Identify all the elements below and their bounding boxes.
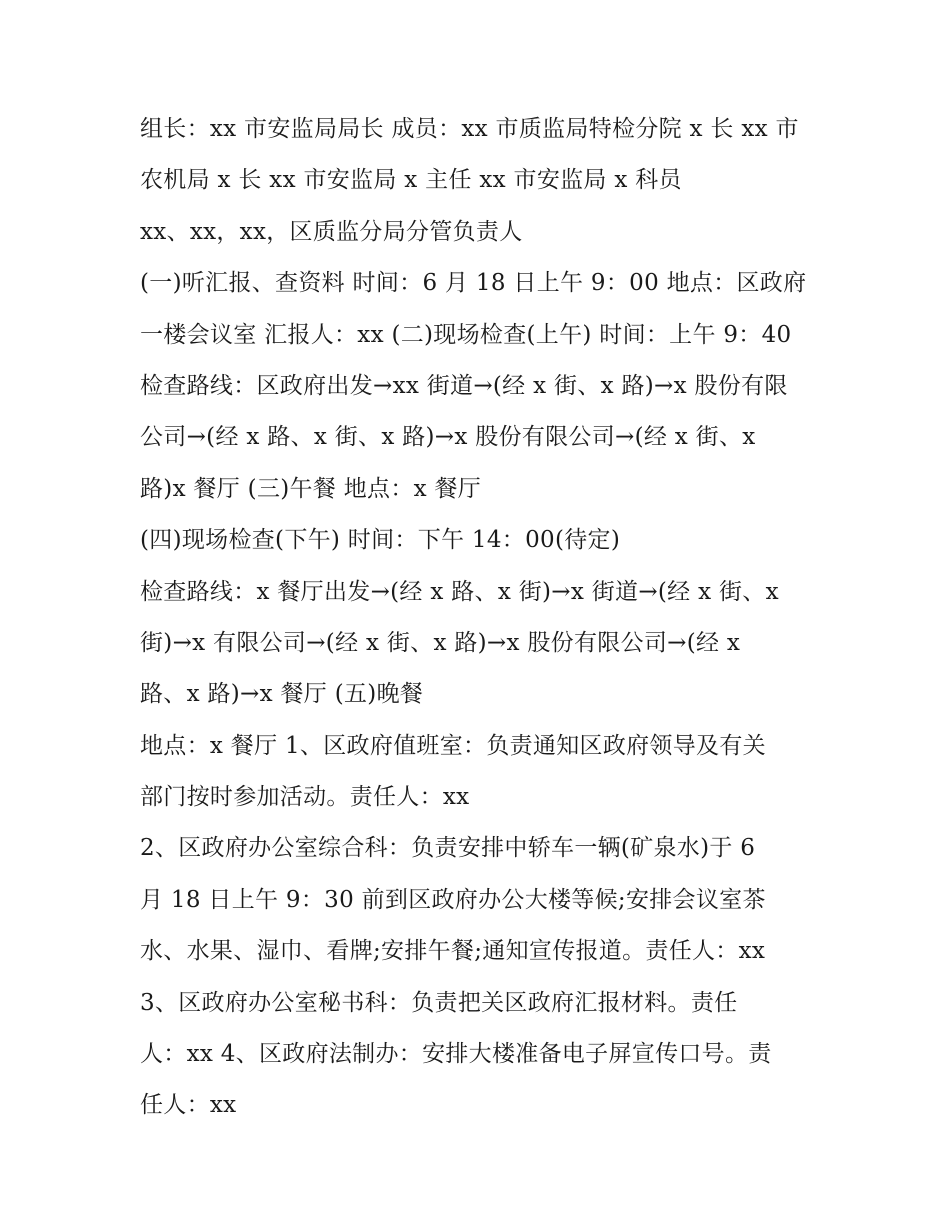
- text-line: 路、x 路)→x 餐厅 (五)晚餐: [140, 681, 424, 708]
- text-line: (四)现场检查(下午) 时间：下午 14：00(待定): [140, 527, 621, 554]
- text-line: 3、区政府办公室秘书科：负责把关区政府汇报材料。责任: [140, 989, 738, 1016]
- text-line: 路)x 餐厅 (三)午餐 地点：x 餐厅: [140, 475, 482, 502]
- text-line: 街)→x 有限公司→(经 x 街、x 路)→x 股份有限公司→(经 x: [140, 629, 741, 656]
- text-line: 组长：xx 市安监局局长 成员：xx 市质监局特检分院 x 长 xx 市: [140, 116, 799, 142]
- text-line: 检查路线：区政府出发→xx 街道→(经 x 街、x 路)→x 股份有限: [140, 372, 788, 399]
- text-line: (一)听汇报、查资料 时间：6 月 18 日上午 9：00 地点：区政府: [140, 270, 807, 297]
- text-line: 部门按时参加活动。责任人：xx: [140, 784, 470, 811]
- text-line: 公司→(经 x 路、x 街、x 路)→x 股份有限公司→(经 x 街、x: [140, 424, 756, 451]
- text-line: 人：xx 4、区政府法制办：安排大楼准备电子屏宣传口号。责: [140, 1041, 772, 1068]
- document-body: [140, 104, 820, 1132]
- text-line: 2、区政府办公室综合科：负责安排中轿车一辆(矿泉水)于 6: [140, 835, 756, 862]
- text-line: 任人：xx: [140, 1092, 237, 1119]
- text-line: 月 18 日上午 9：30 前到区政府办公大楼等候;安排会议室茶: [140, 886, 766, 913]
- text-line: xx、xx，xx，区质监分局分管负责人: [140, 218, 523, 245]
- text-line: 水、水果、湿巾、看牌;安排午餐;通知宣传报道。责任人：xx: [140, 938, 766, 965]
- text-line: 地点：x 餐厅 1、区政府值班室：负责通知区政府领导及有关: [140, 732, 766, 759]
- text-line: 一楼会议室 汇报人：xx (二)现场检查(上午) 时间：上午 9：40: [140, 321, 792, 348]
- text-line: 农机局 x 长 xx 市安监局 x 主任 xx 市安监局 x 科员: [140, 167, 682, 194]
- text-line: 检查路线：x 餐厅出发→(经 x 路、x 街)→x 街道→(经 x 街、x: [140, 578, 779, 605]
